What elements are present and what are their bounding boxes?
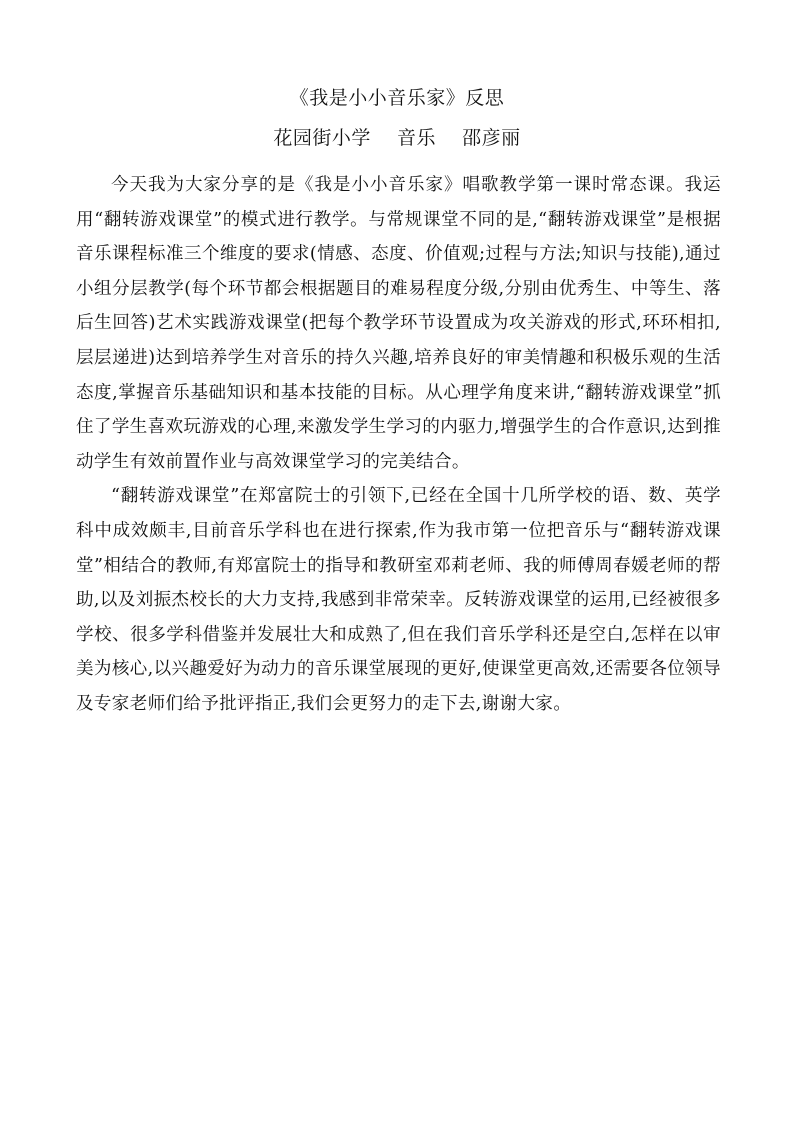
document-body xyxy=(76,168,721,722)
document-title: 《我是小小音乐家》反思 xyxy=(289,87,505,109)
author-byline: 花园街小学 音乐 邵彦丽 xyxy=(273,127,521,149)
paragraph-2: “翻转游戏课堂”在郑富院士的引领下,已经在全国十几所学校的语、数、英学科中成效颇丰,目前音乐学科也在进行探索,作为我市第一位把音乐与“翻转游戏课堂”相结合的教师,有郑富院士的指导和教研室邓莉老师、我的师傅周春媛老师的帮助,以及刘振杰校长的大力支持,我感到非常荣幸。反转游戏课堂的运用,已经被很多学校、很多学科借鉴并发展壮大和成熟了,但在我们音乐学科还是空白,怎样在以审美为核心,以兴趣爱好为动力的音乐课堂展现的更好,使课堂更高效,还需要各位领导及专家老师们给予批评指正,我们会更努力的走下去,谢谢大家。 xyxy=(76,486,721,714)
paragraph-1: 今天我为大家分享的是《我是小小音乐家》唱歌教学第一课时常态课。我运用“翻转游戏课堂”的模式进行教学。与常规课堂不同的是,“翻转游戏课堂”是根据音乐课程标准三个维度的要求(情感、态度、价值观;过程与方法;知识与技能),通过小组分层教学(每个环节都会根据题目的难易程度分级,分别由优秀生、中等生、落后生回答)艺术实践游戏课堂(把每个教学环节设置成为攻关游戏的形式,环环相扣,层层递进)达到培养学生对音乐的持久兴趣,培养良好的审美情趣和积极乐观的生活态度,掌握音乐基础知识和基本技能的目标。从心理学角度来讲,“翻转游戏课堂”抓住了学生喜欢玩游戏的心理,来激发学生学习的内驱力,增强学生的合作意识,达到推动学生有效前置作业与高效课堂学习的完美结合。 xyxy=(76,175,721,472)
